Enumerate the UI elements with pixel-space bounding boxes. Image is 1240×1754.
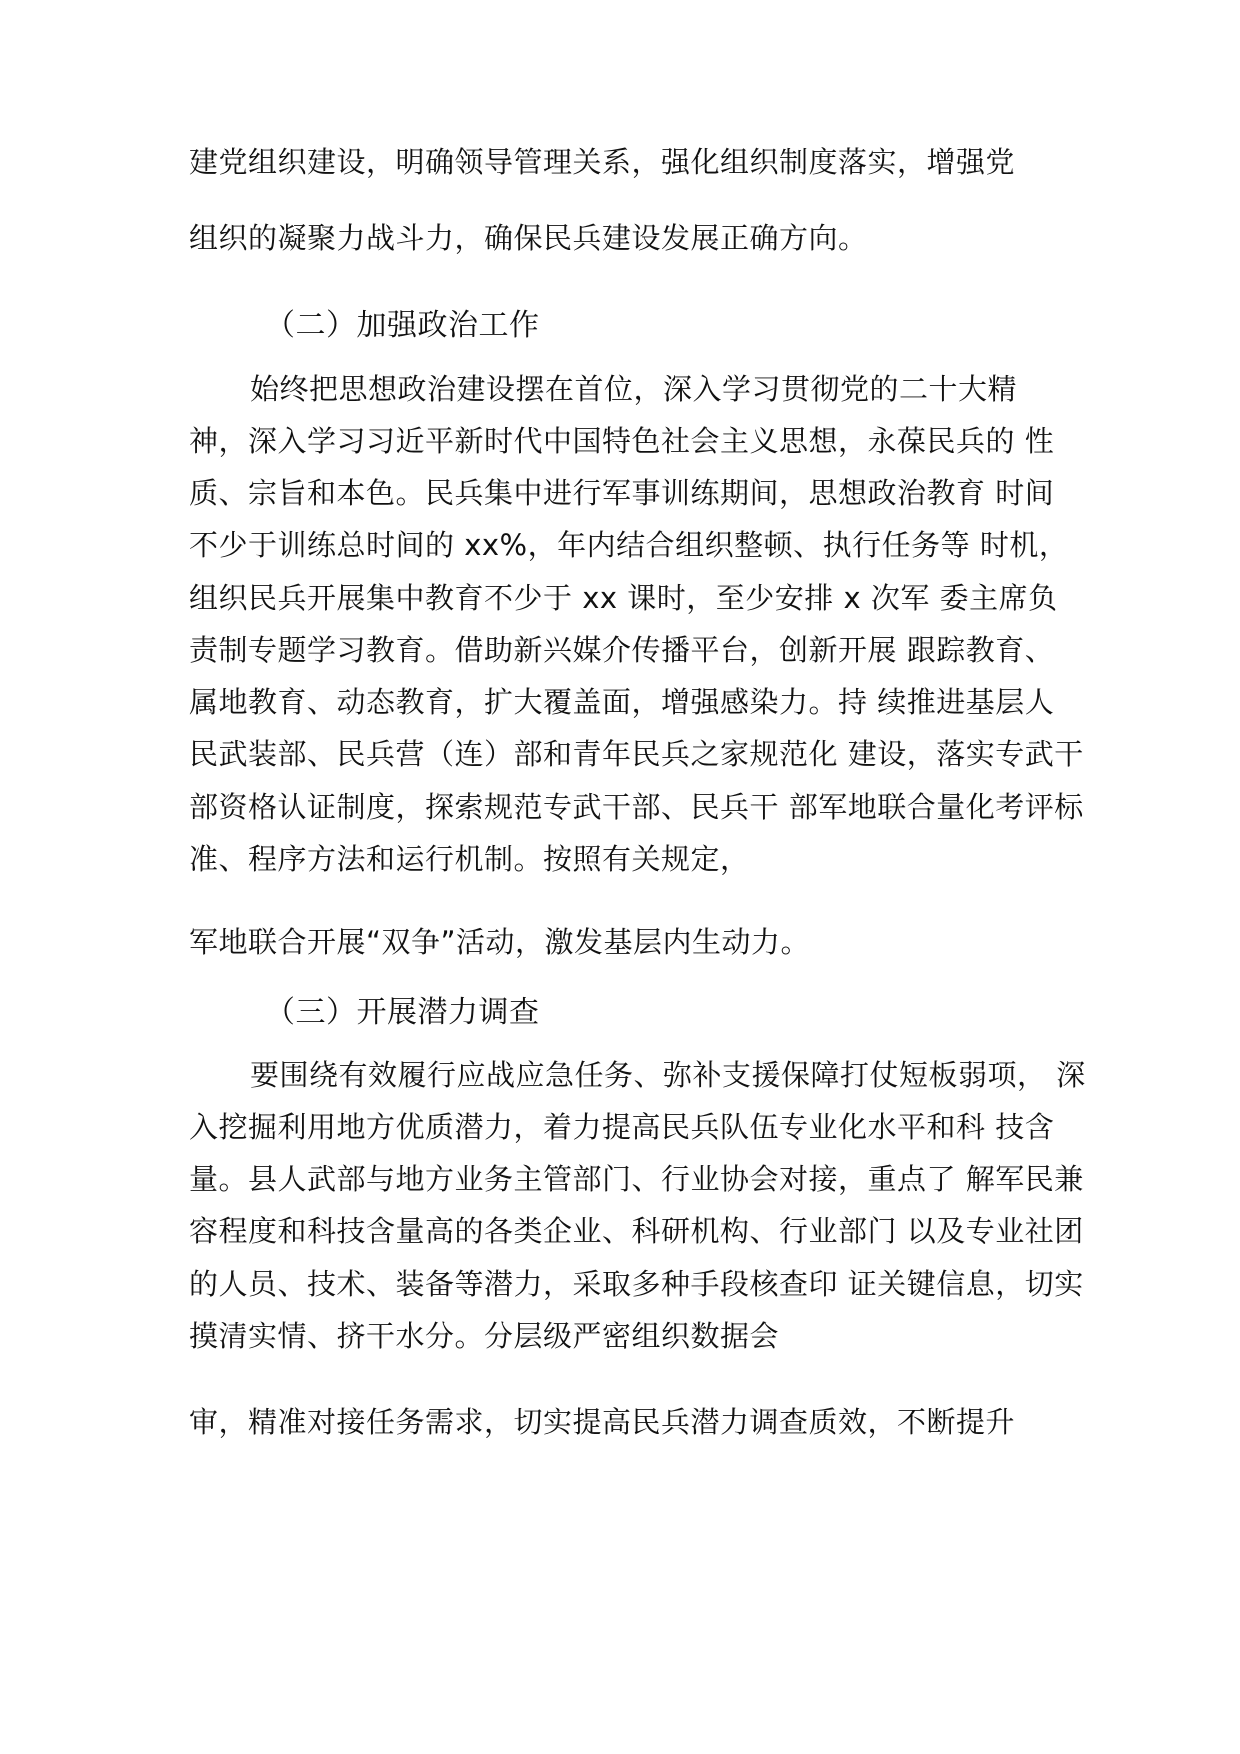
- paragraph-line: 的人员、技术、装备等潜力，采取多种手段核查印 证关键信息，切实: [189, 1267, 1084, 1301]
- paragraph-line: 不少于训练总时间的 xx%，年内结合组织整顿、执行任务等 时机，: [189, 528, 1069, 562]
- paragraph-line: 要围绕有效履行应战应急任务、弥补支援保障打仗短板弱项， 深: [250, 1058, 1086, 1092]
- paragraph-line: 准、程序方法和运行机制。按照有关规定，: [189, 842, 750, 876]
- section-heading-3: （三）开展潜力调查: [265, 995, 540, 1030]
- paragraph-line: 部资格认证制度，探索规范专武干部、民兵干 部军地联合量化考评标: [189, 790, 1084, 824]
- paragraph-line: 建党组织建设，明确领导管理关系，强化组织制度落实，增强党: [189, 145, 1016, 179]
- paragraph-line: 组织民兵开展集中教育不少于 xx 课时，至少安排 x 次军 委主席负: [189, 581, 1058, 615]
- paragraph-line: 容程度和科技含量高的各类企业、科研机构、行业部门 以及专业社团: [189, 1214, 1084, 1248]
- paragraph-line: 摸清实情、挤干水分。分层级严密组织数据会: [189, 1319, 780, 1353]
- paragraph-line: 组织的凝聚力战斗力，确保民兵建设发展正确方向。: [189, 221, 868, 255]
- paragraph-line: 属地教育、动态教育，扩大覆盖面，增强感染力。持 续推进基层人: [189, 685, 1055, 719]
- paragraph-line: 审，精准对接任务需求，切实提高民兵潜力调查质效，不断提升: [189, 1405, 1016, 1439]
- paragraph-line: 始终把思想政治建设摆在首位，深入学习贯彻党的二十大精: [250, 372, 1018, 406]
- paragraph-line: 军地联合开展“双争”活动，激发基层内生动力。: [189, 925, 811, 959]
- paragraph-line: 入挖掘利用地方优质潜力，着力提高民兵队伍专业化水平和科 技含: [189, 1110, 1055, 1144]
- paragraph-line: 神，深入学习习近平新时代中国特色社会主义思想，永葆民兵的 性: [189, 424, 1055, 458]
- paragraph-line: 量。县人武部与地方业务主管部门、行业协会对接，重点了 解军民兼: [189, 1162, 1084, 1196]
- paragraph-line: 责制专题学习教育。借助新兴媒介传播平台，创新开展 跟踪教育、: [189, 633, 1055, 667]
- section-heading-2: （二）加强政治工作: [265, 308, 540, 343]
- paragraph-line: 民武装部、民兵营（连）部和青年民兵之家规范化 建设，落实专武干: [189, 737, 1084, 771]
- paragraph-line: 质、宗旨和本色。民兵集中进行军事训练期间，思想政治教育 时间: [189, 476, 1055, 510]
